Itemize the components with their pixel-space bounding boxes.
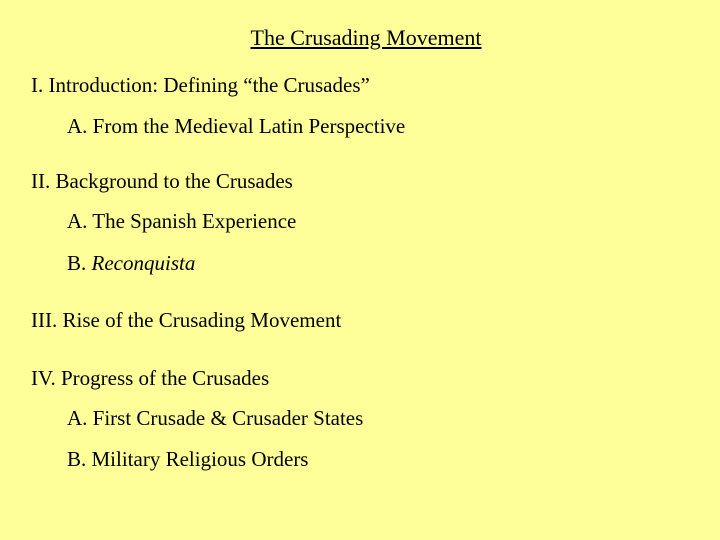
outline-subitem-spanish-experience: A. The Spanish Experience: [67, 209, 297, 233]
outline-subitem-reconquista-emphasis: Reconquista: [91, 251, 196, 275]
outline-subitem-medieval-latin-perspective: A. From the Medieval Latin Perspective: [67, 114, 406, 138]
outline-item-progress: IV. Progress of the Crusades: [31, 366, 270, 390]
outline-subitem-first-crusade: A. First Crusade & Crusader States: [67, 406, 364, 430]
outline-subitem-military-orders: B. Military Religious Orders: [67, 447, 309, 471]
outline-subitem-reconquista-prefix: B.: [67, 251, 92, 275]
outline-item-background: II. Background to the Crusades: [31, 169, 293, 193]
outline-subitem-reconquista: [67, 250, 195, 276]
slide-title: The Crusading Movement: [250, 25, 482, 50]
outline-item-introduction: I. Introduction: Defining “the Crusades”: [31, 73, 370, 97]
outline-item-rise: III. Rise of the Crusading Movement: [31, 308, 342, 332]
